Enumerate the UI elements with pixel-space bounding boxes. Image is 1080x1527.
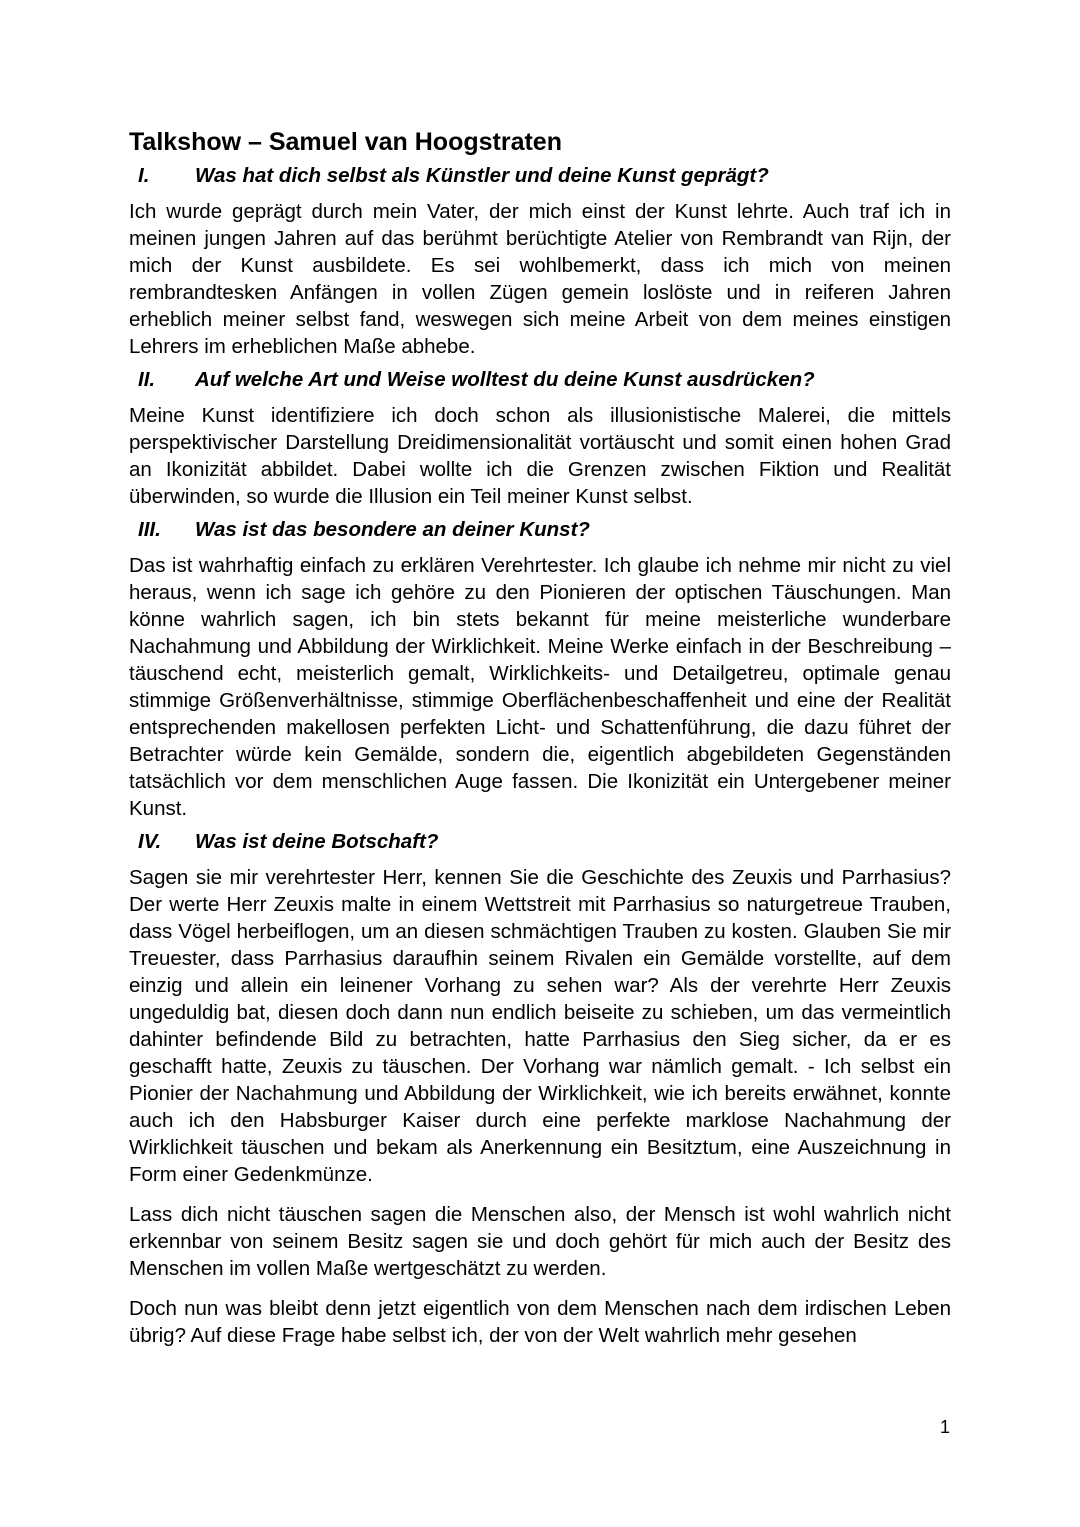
question-text: Was ist das besondere an deiner Kunst? (195, 518, 590, 541)
document-title: Talkshow – Samuel van Hoogstraten (129, 128, 562, 156)
answer-paragraph: Das ist wahrhaftig einfach zu erklären Verehrtester. Ich glaube ich nehme mir nicht zu viel heraus, wenn ich sage ich gehöre zu den Pionieren der optischen Täuschungen. Man könne wahrlich sagen, ich bin stets bekannt für meine meisterliche wunderbare Nachahmung und Abbildung der Wirklichkeit. Meine Werke einfach in der Beschreibung – täuschend echt, meisterlich gemalt, Wirklichkeits- und Detailgetreu, optimale genau stimmige Größenverhältnisse, stimmige Oberflächenbeschaffenheit und eine der Realität entsprechenden makellosen perfekten Licht- und Schattenführung, die dazu führet der Betrachter würde kein Gemälde, sondern die, eigentlich abgebildeten Gegenständen tatsächlich vor dem menschlichen Auge fassen. Die Ikonizität ein Untergebener meiner Kunst. (129, 554, 951, 820)
question-numeral: II. (138, 368, 156, 391)
question-heading (129, 516, 951, 544)
document-page (129, 124, 951, 1355)
answer-paragraph: Meine Kunst identifiziere ich doch schon als illusionistische Malerei, die mittels perspektivischer Darstellung Dreidimensionalität vortäuscht und somit einen hohen Grad an Ikonizität abbildet. Dabei wollte ich die Grenzen zwischen Fiktion und Realität überwinden, so wurde die Illusion ein Teil meiner Kunst selbst. (129, 404, 951, 508)
answer-paragraph: Lass dich nicht täuschen sagen die Menschen also, der Mensch ist wohl wahrlich nicht erkennbar von seinem Besitz sagen sie und doch gehört für mich auch der Besitz des Menschen im vollen Maße wertgeschätzt zu werden. (129, 1203, 951, 1280)
question-heading (129, 162, 951, 190)
question-numeral: I. (138, 164, 150, 187)
question-numeral: IV. (138, 830, 162, 853)
page-number: 1 (939, 1417, 950, 1437)
answer-paragraph: Sagen sie mir verehrtester Herr, kennen Sie die Geschichte des Zeuxis und Parrhasius? Der werte Herr Zeuxis malte in einem Wettstreit mit Parrhasius so naturgetreue Trauben, dass Vögel herbeiflogen, um an diesen schmächtigen Trauben zu kosten. Glauben Sie mir Treuester, dass Parrhasius daraufhin seinem Rivalen ein Gemälde vorstellte, auf dem einzig und allein ein leinener Vorhang zu sehen war? Als der verehrte Herr Zeuxis ungeduldig bat, diesen doch dann nun endlich beiseite zu schieben, um das vermeintlich dahinter befindende Bild zu betrachten, hatte Parrhasius den Sieg sicher, da er es geschafft hatte, Zeuxis zu täuschen. Der Vorhang war nämlich gemalt. - Ich selbst ein Pionier der Nachahmung und Abbildung der Wirklichkeit, wie ich bereits erwähnet, konnte auch ich den Habsburger Kaiser durch eine perfekte marklose Nachahmung der Wirklichkeit täuschen und bekam als Anerkennung ein Besitztum, eine Auszeichnung in Form einer Gedenkmünze. (129, 866, 951, 1186)
question-heading (129, 366, 951, 394)
answer-paragraph: Doch nun was bleibt denn jetzt eigentlich von dem Menschen nach dem irdischen Leben übrig? Auf diese Frage habe selbst ich, der von der Welt wahrlich mehr gesehen (129, 1297, 951, 1347)
question-text: Was hat dich selbst als Künstler und deine Kunst geprägt? (195, 164, 769, 187)
question-heading (129, 828, 951, 856)
answer-paragraph: Ich wurde geprägt durch mein Vater, der mich einst der Kunst lehrte. Auch traf ich in meinen jungen Jahren auf das berühmt berüchtigte Atelier von Rembrandt van Rijn, der mich der Kunst ausbildete. Es sei wohlbemerkt, dass ich mich von meinen rembrandtesken Anfängen in vollen Zügen gemein loslöste und in reiferen Jahren erheblich meiner selbst fand, weswegen sich meine Arbeit von dem meines einstigen Lehrers im erheblichen Maße abhebe. (129, 200, 951, 358)
question-numeral: III. (138, 518, 161, 541)
question-text: Auf welche Art und Weise wolltest du deine Kunst ausdrücken? (195, 368, 815, 391)
question-text: Was ist deine Botschaft? (195, 830, 439, 853)
